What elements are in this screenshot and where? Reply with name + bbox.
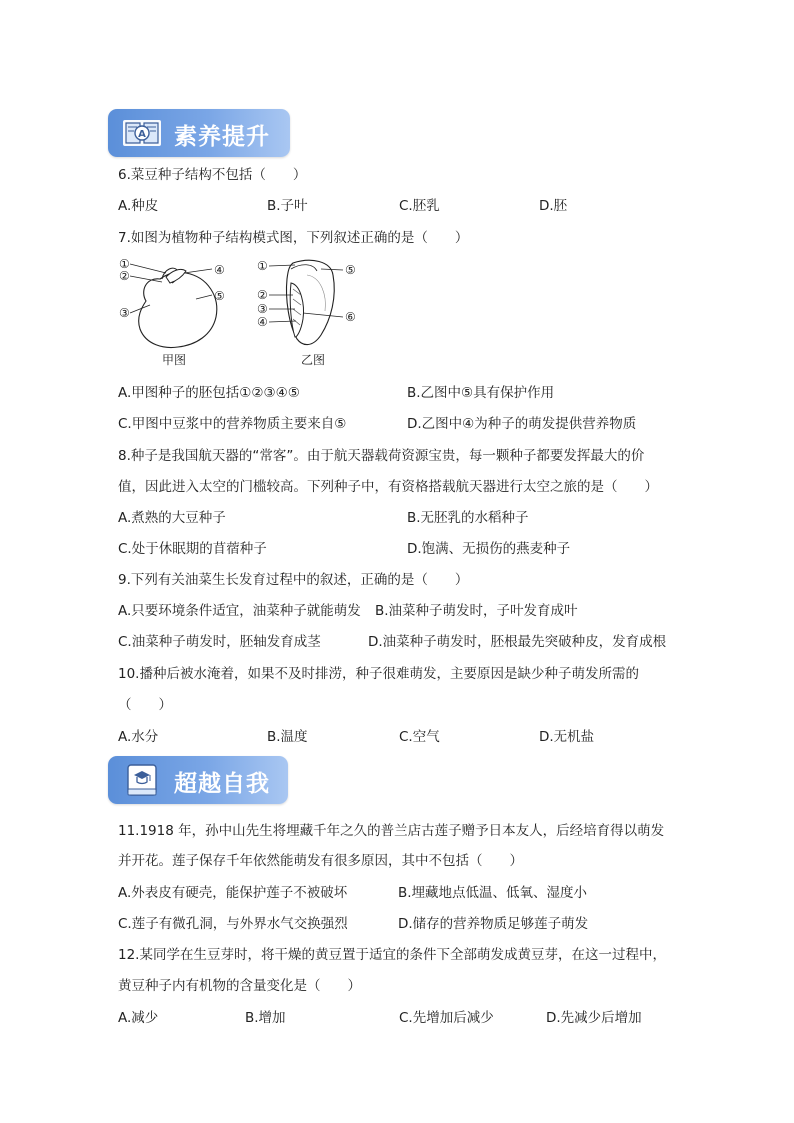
q6-option-c: C.胚乳 — [399, 198, 440, 214]
q9-option-b: B.油菜种子萌发时，子叶发育成叶 — [375, 603, 578, 619]
figure-label-jia: 甲图 — [162, 353, 187, 367]
q12-option-c: C.先增加后减少 — [399, 1010, 494, 1026]
q10-option-d: D.无机盐 — [539, 729, 595, 745]
q10-option-c: C.空气 — [399, 729, 440, 745]
section-title: 素养提升 — [174, 124, 270, 150]
marker-1: ① — [119, 257, 130, 271]
seed-diagram-jia — [116, 255, 246, 370]
q7-option-d: D.乙图中④为种子的萌发提供营养物质 — [407, 416, 637, 432]
question-10-stem-line2: （ ） — [118, 697, 172, 713]
marker-2: ② — [119, 269, 130, 283]
q6-option-b: B.子叶 — [267, 198, 308, 214]
figure-label-yi: 乙图 — [301, 353, 326, 367]
question-10-stem-line1: 10.播种后被水淹着，如果不及时排涝，种子很难萌发，主要原因是缺少种子萌发所需的 — [118, 666, 639, 682]
q10-option-a: A.水分 — [118, 729, 159, 745]
question-12-stem-line2: 黄豆种子内有机物的含量变化是（ ） — [118, 978, 361, 994]
section-title: 超越自我 — [174, 771, 270, 797]
q7-option-a: A.甲图种子的胚包括①②③④⑤ — [118, 385, 300, 401]
q8-option-d: D.饱满、无损伤的燕麦种子 — [407, 541, 571, 557]
marker-5: ⑤ — [214, 289, 225, 303]
question-7-stem: 7.如图为植物种子结构模式图，下列叙述正确的是（ ） — [118, 230, 469, 246]
q6-option-a: A.种皮 — [118, 198, 159, 214]
q9-option-a: A.只要环境条件适宜，油菜种子就能萌发 — [118, 603, 361, 619]
svg-text:A: A — [138, 129, 146, 140]
question-9-stem: 9.下列有关油菜生长发育过程中的叙述，正确的是（ ） — [118, 572, 469, 588]
book-a-icon — [122, 116, 162, 150]
q9-option-c: C.油菜种子萌发时，胚轴发育成茎 — [118, 634, 321, 650]
marker-1: ① — [257, 259, 268, 273]
section-banner-beyond — [108, 756, 288, 804]
question-11-stem-line1: 11.1918 年，孙中山先生将埋藏千年之久的普兰店古莲子赠予日本友人，后经培育得以萌发 — [118, 823, 665, 839]
question-8-stem-line2: 值，因此进入太空的门槛较高。下列种子中，有资格搭载航天器进行太空之旅的是（ ） — [118, 479, 658, 495]
graduation-book-icon — [122, 763, 162, 797]
question-11-stem-line2: 并开花。莲子保存千年依然能萌发有很多原因，其中不包括（ ） — [118, 853, 523, 869]
q8-option-b: B.无胚乳的水稻种子 — [407, 510, 529, 526]
marker-4: ④ — [214, 263, 225, 277]
q10-option-b: B.温度 — [267, 729, 308, 745]
q11-option-c: C.莲子有微孔洞，与外界水气交换强烈 — [118, 916, 348, 932]
q12-option-a: A.减少 — [118, 1010, 159, 1026]
q11-option-a: A.外表皮有硬壳，能保护莲子不被破坏 — [118, 885, 348, 901]
marker-6: ⑥ — [345, 310, 356, 324]
q7-option-b: B.乙图中⑤具有保护作用 — [407, 385, 555, 401]
question-8-stem-line1: 8.种子是我国航天器的“常客”。由于航天器载荷资源宝贵，每一颗种子都要发挥最大的价 — [118, 448, 645, 464]
q7-option-c: C.甲图中豆浆中的营养物质主要来自⑤ — [118, 416, 347, 432]
question-6-stem: 6.菜豆种子结构不包括（ ） — [118, 167, 307, 183]
q12-option-d: D.先减少后增加 — [546, 1010, 642, 1026]
q6-option-d: D.胚 — [539, 198, 568, 214]
marker-3: ③ — [119, 306, 130, 320]
q8-option-c: C.处于休眠期的苜蓿种子 — [118, 541, 267, 557]
section-banner-literacy — [108, 109, 290, 157]
q11-option-b: B.埋藏地点低温、低氧、湿度小 — [398, 885, 588, 901]
q9-option-d: D.油菜种子萌发时，胚根最先突破种皮，发育成根 — [368, 634, 667, 650]
q11-option-d: D.储存的营养物质足够莲子萌发 — [398, 916, 589, 932]
seed-diagram-yi — [255, 255, 375, 370]
marker-3: ③ — [257, 302, 268, 316]
q8-option-a: A.煮熟的大豆种子 — [118, 510, 226, 526]
marker-5: ⑤ — [345, 263, 356, 277]
marker-4: ④ — [257, 315, 268, 329]
marker-2: ② — [257, 288, 268, 302]
q12-option-b: B.增加 — [245, 1010, 286, 1026]
question-12-stem-line1: 12.某同学在生豆芽时，将干燥的黄豆置于适宜的条件下全部萌发成黄豆芽，在这一过程中， — [118, 947, 666, 963]
